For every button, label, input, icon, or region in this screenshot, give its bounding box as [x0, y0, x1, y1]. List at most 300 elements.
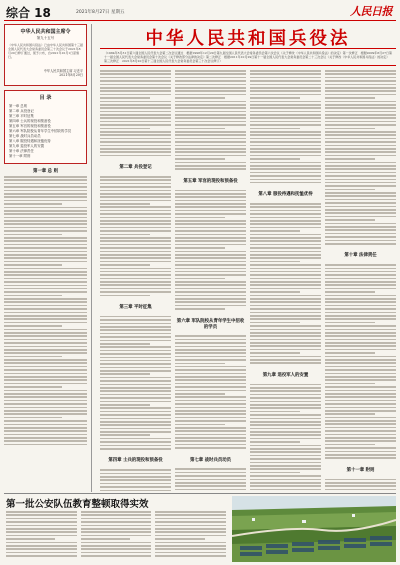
chapter-heading: 第八章 服役待遇和抚恤优待 [258, 192, 313, 198]
page-header [4, 3, 396, 21]
law-title: 中华人民共和国兵役法 [145, 29, 351, 49]
text-line [175, 94, 246, 96]
text-line [250, 387, 321, 389]
text-line [250, 84, 321, 86]
toc-item: 第十章 法律责任 [9, 149, 34, 153]
text-line [325, 90, 396, 92]
text-line [250, 274, 321, 276]
aerial-landscape-image [232, 496, 396, 562]
text-line [4, 274, 87, 276]
text-line [100, 217, 171, 219]
text-line [325, 410, 396, 412]
text-line [6, 525, 77, 527]
text-line [325, 376, 396, 378]
text-line [100, 230, 171, 232]
text-line [155, 548, 226, 550]
text-line [155, 552, 226, 554]
text-line [175, 359, 246, 361]
toc-item: 第五章 军官的现役和预备役 [9, 124, 51, 128]
text-line [100, 134, 171, 136]
text-line [325, 396, 396, 398]
text-line [175, 141, 246, 143]
text-line [155, 525, 226, 527]
text-line [175, 155, 246, 157]
text-line [81, 518, 152, 520]
text-line [81, 538, 130, 540]
text-line [100, 148, 171, 150]
text-line [250, 462, 321, 464]
text-line [4, 207, 87, 209]
text-line [175, 87, 246, 89]
text-line [175, 349, 246, 351]
text-line [4, 251, 87, 253]
text-line [325, 107, 396, 109]
text-line [175, 427, 246, 429]
text-line [325, 243, 396, 245]
text-line [155, 514, 226, 516]
text-line [100, 441, 171, 443]
text-line [100, 223, 171, 225]
text-line [100, 329, 171, 331]
text-line [325, 369, 396, 371]
text-line [325, 315, 396, 317]
text-line [4, 339, 87, 341]
text-line [250, 322, 300, 324]
text-line [4, 329, 87, 331]
text-line [175, 335, 246, 337]
text-line [250, 414, 321, 416]
text-line [100, 121, 171, 123]
text-line [175, 240, 246, 242]
text-line [100, 257, 171, 259]
text-line [175, 73, 246, 75]
text-line [175, 168, 246, 170]
text-line [155, 521, 226, 523]
text-line [250, 73, 321, 75]
text-line [175, 148, 246, 150]
text-line [175, 247, 225, 249]
text-line [6, 542, 77, 544]
text-line [4, 407, 87, 409]
text-line [250, 434, 321, 436]
text-line [175, 193, 246, 195]
text-line [100, 353, 171, 355]
text-line [325, 440, 396, 442]
text-line [6, 538, 55, 540]
text-line [81, 552, 152, 554]
text-line [4, 376, 87, 378]
text-line [175, 213, 246, 215]
text-line [325, 482, 396, 484]
text-line [325, 145, 396, 147]
text-line [175, 352, 246, 354]
text-line [4, 444, 87, 446]
text-line [250, 90, 321, 92]
text-line [325, 356, 396, 358]
text-line [175, 162, 246, 164]
text-line [4, 332, 87, 334]
text-line [100, 94, 171, 96]
text-line [100, 240, 171, 242]
text-line [4, 210, 87, 212]
news-column [81, 511, 152, 561]
text-line [100, 203, 150, 205]
text-line [4, 247, 87, 249]
text-line [4, 183, 87, 185]
text-line [4, 420, 87, 422]
text-line [4, 373, 87, 375]
text-line [175, 101, 246, 103]
text-line [325, 168, 396, 170]
text-line [4, 230, 87, 232]
text-line [325, 366, 396, 368]
text-line [250, 339, 321, 341]
body-text [100, 316, 171, 450]
text-line [325, 121, 396, 123]
text-line [325, 158, 375, 160]
text-line [250, 384, 321, 386]
text-line [175, 440, 246, 442]
text-line [250, 479, 321, 481]
text-line [175, 356, 246, 358]
text-line [4, 193, 87, 195]
chapter-heading: 第四章 士兵的现役和预备役 [108, 458, 163, 464]
text-line [155, 531, 226, 533]
text-line [175, 434, 246, 436]
text-line [325, 117, 396, 119]
text-line [250, 394, 321, 396]
text-line [100, 445, 171, 447]
text-line [325, 202, 396, 204]
text-line [100, 268, 171, 270]
text-line [250, 240, 321, 242]
text-line [4, 227, 87, 229]
presidential-order-signature [8, 69, 83, 77]
body-text [250, 384, 321, 492]
text-line [81, 548, 152, 550]
text-line [4, 305, 87, 307]
chapter-heading: 第一章 总 则 [32, 169, 58, 174]
text-line [175, 400, 246, 402]
text-line [250, 438, 321, 440]
text-line [250, 230, 300, 232]
text-line [325, 291, 375, 293]
text-line [325, 233, 396, 235]
text-line [100, 284, 171, 286]
text-line [325, 454, 396, 456]
text-line [325, 101, 396, 103]
chapter-heading: 第二章 兵役登记 [119, 165, 152, 171]
text-line [175, 128, 225, 130]
text-line [175, 410, 246, 412]
text-line [100, 90, 171, 92]
text-line [100, 271, 171, 273]
text-line [4, 240, 87, 242]
text-line [175, 447, 246, 449]
text-line [175, 366, 246, 368]
text-line [100, 343, 150, 345]
text-line [325, 308, 396, 310]
text-line [250, 121, 321, 123]
text-line [100, 326, 171, 328]
text-line [250, 107, 321, 109]
presidential-order-box [4, 24, 87, 86]
text-line [100, 131, 171, 133]
text-line [175, 420, 246, 422]
article-columns [100, 70, 396, 492]
text-line [325, 457, 396, 459]
body-text [325, 70, 396, 245]
text-line [4, 440, 87, 442]
text-line [100, 387, 171, 389]
text-line [325, 318, 396, 320]
newspaper-masthead: 人民日报 [350, 5, 392, 18]
text-line [325, 430, 396, 432]
text-line [4, 244, 87, 246]
text-line [100, 196, 171, 198]
news-headline: 第一批公安队伍教育整顿取得实效 [6, 499, 149, 510]
text-line [250, 451, 321, 453]
text-line [100, 448, 171, 450]
text-line [100, 200, 171, 202]
text-line [175, 393, 225, 395]
text-line [4, 437, 87, 439]
chapter-heading: 第三章 平时征集 [119, 305, 152, 311]
text-line [325, 485, 396, 487]
text-line [4, 223, 87, 225]
text-line [250, 223, 321, 225]
text-line [4, 379, 87, 381]
text-line [6, 531, 77, 533]
text-line [325, 141, 396, 143]
text-line [250, 325, 321, 327]
text-line [325, 417, 396, 419]
text-line [250, 111, 321, 113]
text-line [4, 220, 87, 222]
text-line [100, 288, 171, 290]
text-line [325, 479, 396, 481]
text-line [325, 390, 396, 392]
text-line [175, 291, 246, 293]
text-line [325, 111, 396, 113]
text-line [100, 428, 171, 430]
text-line [250, 485, 321, 487]
text-line [4, 234, 62, 236]
text-line [325, 271, 396, 273]
text-line [325, 172, 396, 174]
text-line [175, 379, 246, 381]
chapter-heading: 第九章 退役军人的安置 [262, 372, 309, 378]
text-line [100, 237, 171, 239]
text-line [325, 329, 396, 331]
text-line [325, 240, 396, 242]
text-line [100, 336, 171, 338]
text-line [175, 342, 246, 344]
text-line [175, 301, 246, 303]
text-line [100, 107, 171, 109]
text-line [100, 370, 171, 372]
toc-item: 第二章 兵役登记 [9, 109, 34, 113]
text-line [250, 268, 321, 270]
text-line [155, 528, 226, 530]
text-line [325, 131, 396, 133]
text-line [250, 213, 321, 215]
text-line [100, 278, 171, 280]
body-text [155, 511, 226, 557]
text-line [175, 223, 246, 225]
text-line [81, 535, 152, 537]
text-line [100, 357, 171, 359]
text-line [325, 444, 375, 446]
text-line [4, 176, 87, 178]
text-line [175, 80, 246, 82]
text-line [250, 278, 321, 280]
text-line [325, 209, 396, 211]
text-line [4, 342, 87, 344]
text-line [250, 271, 321, 273]
presidential-order-text: 《中华人民共和国兵役法》已由中华人民共和国第十三届全国人民代表大会常务委员会第三十次会议于2021年8月20日修订通过，现予公布，自2021年10月1日起施行。 [8, 43, 83, 59]
text-line [4, 308, 87, 310]
body-text [175, 70, 246, 170]
text-line [325, 305, 396, 307]
text-line [100, 124, 171, 126]
text-line [81, 545, 152, 547]
text-line [250, 468, 321, 470]
text-line [325, 216, 396, 218]
text-line [4, 179, 87, 181]
text-line [175, 346, 246, 348]
text-line [325, 427, 396, 429]
text-line [4, 301, 87, 303]
text-line [325, 223, 396, 225]
text-line [175, 84, 246, 86]
text-line [4, 427, 87, 429]
text-line [6, 552, 77, 554]
text-line [4, 346, 87, 348]
text-line [250, 131, 321, 133]
text-line [250, 352, 300, 354]
text-line [175, 489, 246, 491]
text-line [175, 200, 246, 202]
text-line [81, 528, 152, 530]
text-line [250, 342, 321, 344]
text-line [100, 390, 171, 392]
text-line [250, 234, 321, 236]
text-line [175, 288, 246, 290]
text-line [175, 107, 246, 109]
text-line [4, 278, 87, 280]
text-line [100, 401, 171, 403]
text-line [100, 384, 171, 386]
text-line [325, 212, 396, 214]
toc-item: 第七章 战时兵员动员 [9, 134, 41, 138]
text-line [325, 281, 396, 283]
text-line [100, 411, 171, 413]
toc-item: 第四章 士兵的现役和预备役 [9, 119, 51, 123]
text-line [100, 377, 171, 379]
text-line [100, 316, 171, 318]
text-line [100, 397, 171, 399]
text-line [250, 158, 300, 160]
text-line [100, 346, 171, 348]
text-line [175, 220, 246, 222]
text-line [4, 312, 87, 314]
text-line [325, 383, 375, 385]
chapter-heading: 第七章 战时兵员动员 [189, 457, 232, 463]
text-line [100, 186, 171, 188]
text-line [175, 114, 246, 116]
text-line [250, 298, 321, 300]
text-line [250, 489, 321, 491]
text-line [175, 251, 246, 253]
text-line [4, 322, 87, 324]
body-text [6, 511, 77, 557]
text-line [4, 257, 87, 259]
text-line [4, 315, 87, 317]
text-line [250, 404, 321, 406]
signature-date: 2021年8月20日 [59, 73, 83, 77]
text-line [100, 251, 171, 253]
text-line [4, 383, 87, 385]
text-line [4, 366, 87, 368]
text-line [250, 421, 321, 423]
toc-title: 目 录 [39, 95, 52, 101]
chapter-heading: 第十章 法律责任 [344, 253, 377, 259]
text-line [100, 104, 171, 106]
text-line [250, 288, 321, 290]
text-line [100, 70, 171, 72]
text-line [250, 97, 300, 99]
body-text [175, 190, 246, 310]
text-line [250, 251, 321, 253]
text-line [175, 254, 246, 256]
text-line [325, 226, 396, 228]
text-line [250, 397, 321, 399]
text-line [325, 70, 396, 72]
text-line [4, 261, 87, 263]
section-tag: 综合 18 [6, 6, 51, 20]
text-line [325, 420, 396, 422]
text-line [325, 138, 396, 140]
text-line [175, 261, 246, 263]
text-line [250, 210, 321, 212]
text-line [100, 367, 171, 369]
text-line [4, 403, 87, 405]
body-text [175, 468, 246, 492]
text-line [250, 465, 321, 467]
text-line [325, 236, 396, 238]
text-line [100, 323, 171, 325]
body-text [175, 335, 246, 448]
text-line [325, 447, 396, 449]
sidebar [4, 24, 92, 492]
text-line [325, 185, 396, 187]
article-column [175, 70, 246, 492]
text-line [325, 77, 396, 79]
text-line [325, 322, 375, 324]
text-line [250, 124, 321, 126]
text-line [4, 186, 87, 188]
text-line [100, 80, 171, 82]
text-line [325, 423, 396, 425]
toc-item: 第三章 平时征集 [9, 114, 34, 118]
text-line [325, 80, 396, 82]
text-line [250, 165, 321, 167]
news-photo [232, 496, 396, 562]
chapter-heading: 第五章 军官的现役和预备役 [183, 178, 238, 184]
text-line [100, 220, 171, 222]
text-line [325, 94, 396, 96]
